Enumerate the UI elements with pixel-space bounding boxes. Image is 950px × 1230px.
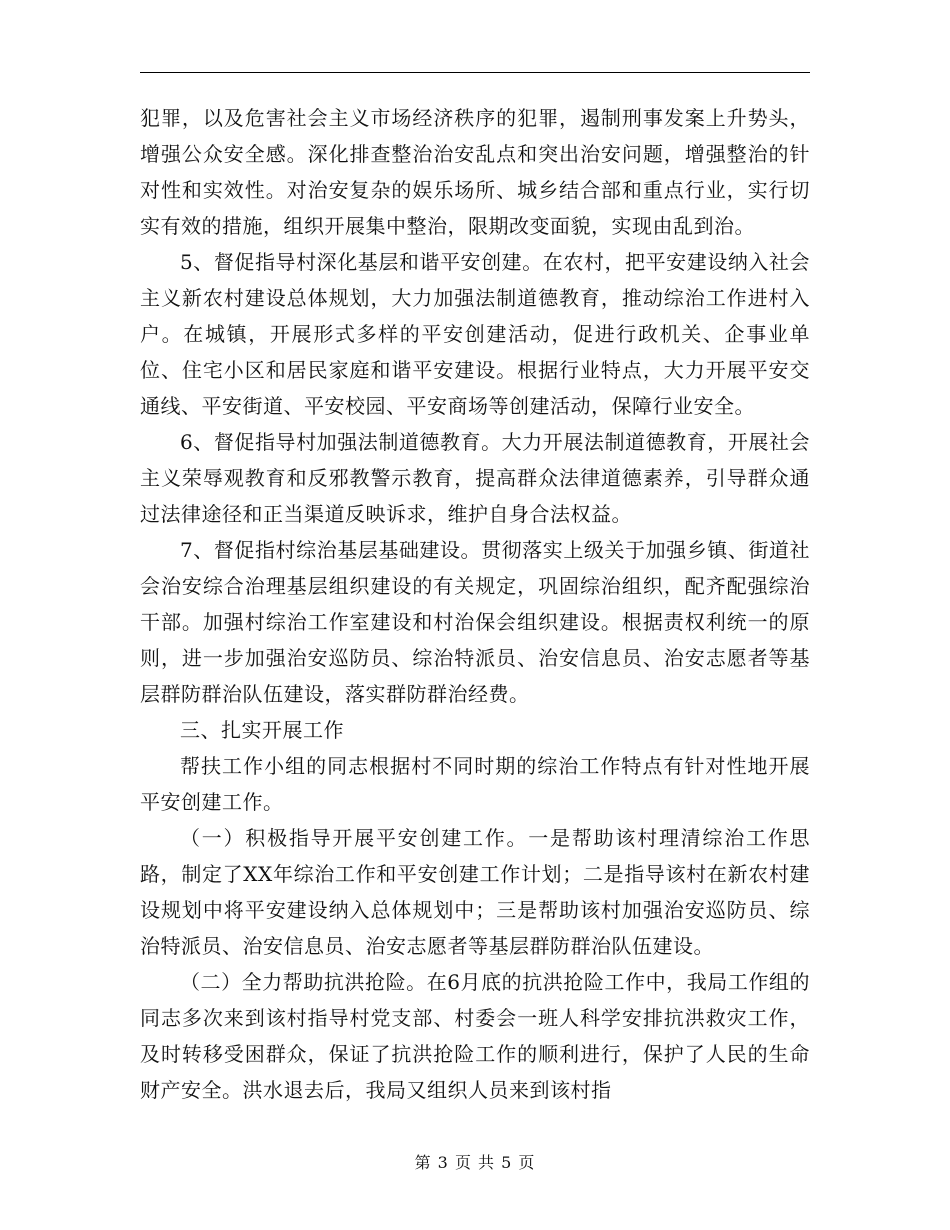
paragraph: （一）积极指导开展平安创建工作。一是帮助该村理清综治工作思路，制定了XX年综治工作和平安创建工作计划；二是指导该村在新农村建设规划中将平安建设纳入总体规划中；三是帮助该村加强治安巡防员、综治特派员、治安信息员、治安志愿者等基层群防群治队伍建设。 (140, 826, 810, 958)
document-body (140, 100, 810, 1108)
paragraph: 7、督促指村综治基层基础建设。贯彻落实上级关于加强乡镇、街道社会治安综合治理基层组织建设的有关规定，巩固综治组织，配齐配强综治干部。加强村综治工作室建设和村治保会组织建设。根据责权利统一的原则，进一步加强治安巡防员、综治特派员、治安信息员、治安志愿者等基层群防群治队伍建设，落实群防群治经费。 (140, 538, 810, 706)
paragraph: 犯罪，以及危害社会主义市场经济秩序的犯罪，遏制刑事发案上升势头，增强公众安全感。深化排查整治治安乱点和突出治安问题，增强整治的针对性和实效性。对治安复杂的娱乐场所、城乡结合部和重点行业，实行切实有效的措施，组织开展集中整治，限期改变面貌，实现由乱到治。 (140, 106, 810, 238)
page-number: 第 3 页 共 5 页 (414, 1153, 536, 1172)
paragraph: 5、督促指导村深化基层和谐平安创建。在农村，把平安建设纳入社会主义新农村建设总体规划，大力加强法制道德教育，推动综治工作进村入户。在城镇，开展形式多样的平安创建活动，促进行政机关、企事业单位、住宅小区和居民家庭和谐平安建设。根据行业特点，大力开展平安交通线、平安街道、平安校园、平安商场等创建活动，保障行业安全。 (140, 250, 810, 418)
section-heading: 三、扎实开展工作 (180, 718, 344, 742)
paragraph: （二）全力帮助抗洪抢险。在6月底的抗洪抢险工作中，我局工作组的同志多次来到该村指导村党支部、村委会一班人科学安排抗洪救灾工作，及时转移受困群众，保证了抗洪抢险工作的顺利进行，保护了人民的生命财产安全。洪水退去后，我局又组织人员来到该村指 (140, 970, 810, 1102)
paragraph: 帮扶工作小组的同志根据村不同时期的综治工作特点有针对性地开展平安创建工作。 (140, 754, 810, 814)
paragraph: 6、督促指导村加强法制道德教育。大力开展法制道德教育，开展社会主义荣辱观教育和反邪教警示教育，提高群众法律道德素养，引导群众通过法律途径和正当渠道反映诉求，维护自身合法权益。 (140, 430, 810, 526)
header-rule (140, 72, 810, 73)
